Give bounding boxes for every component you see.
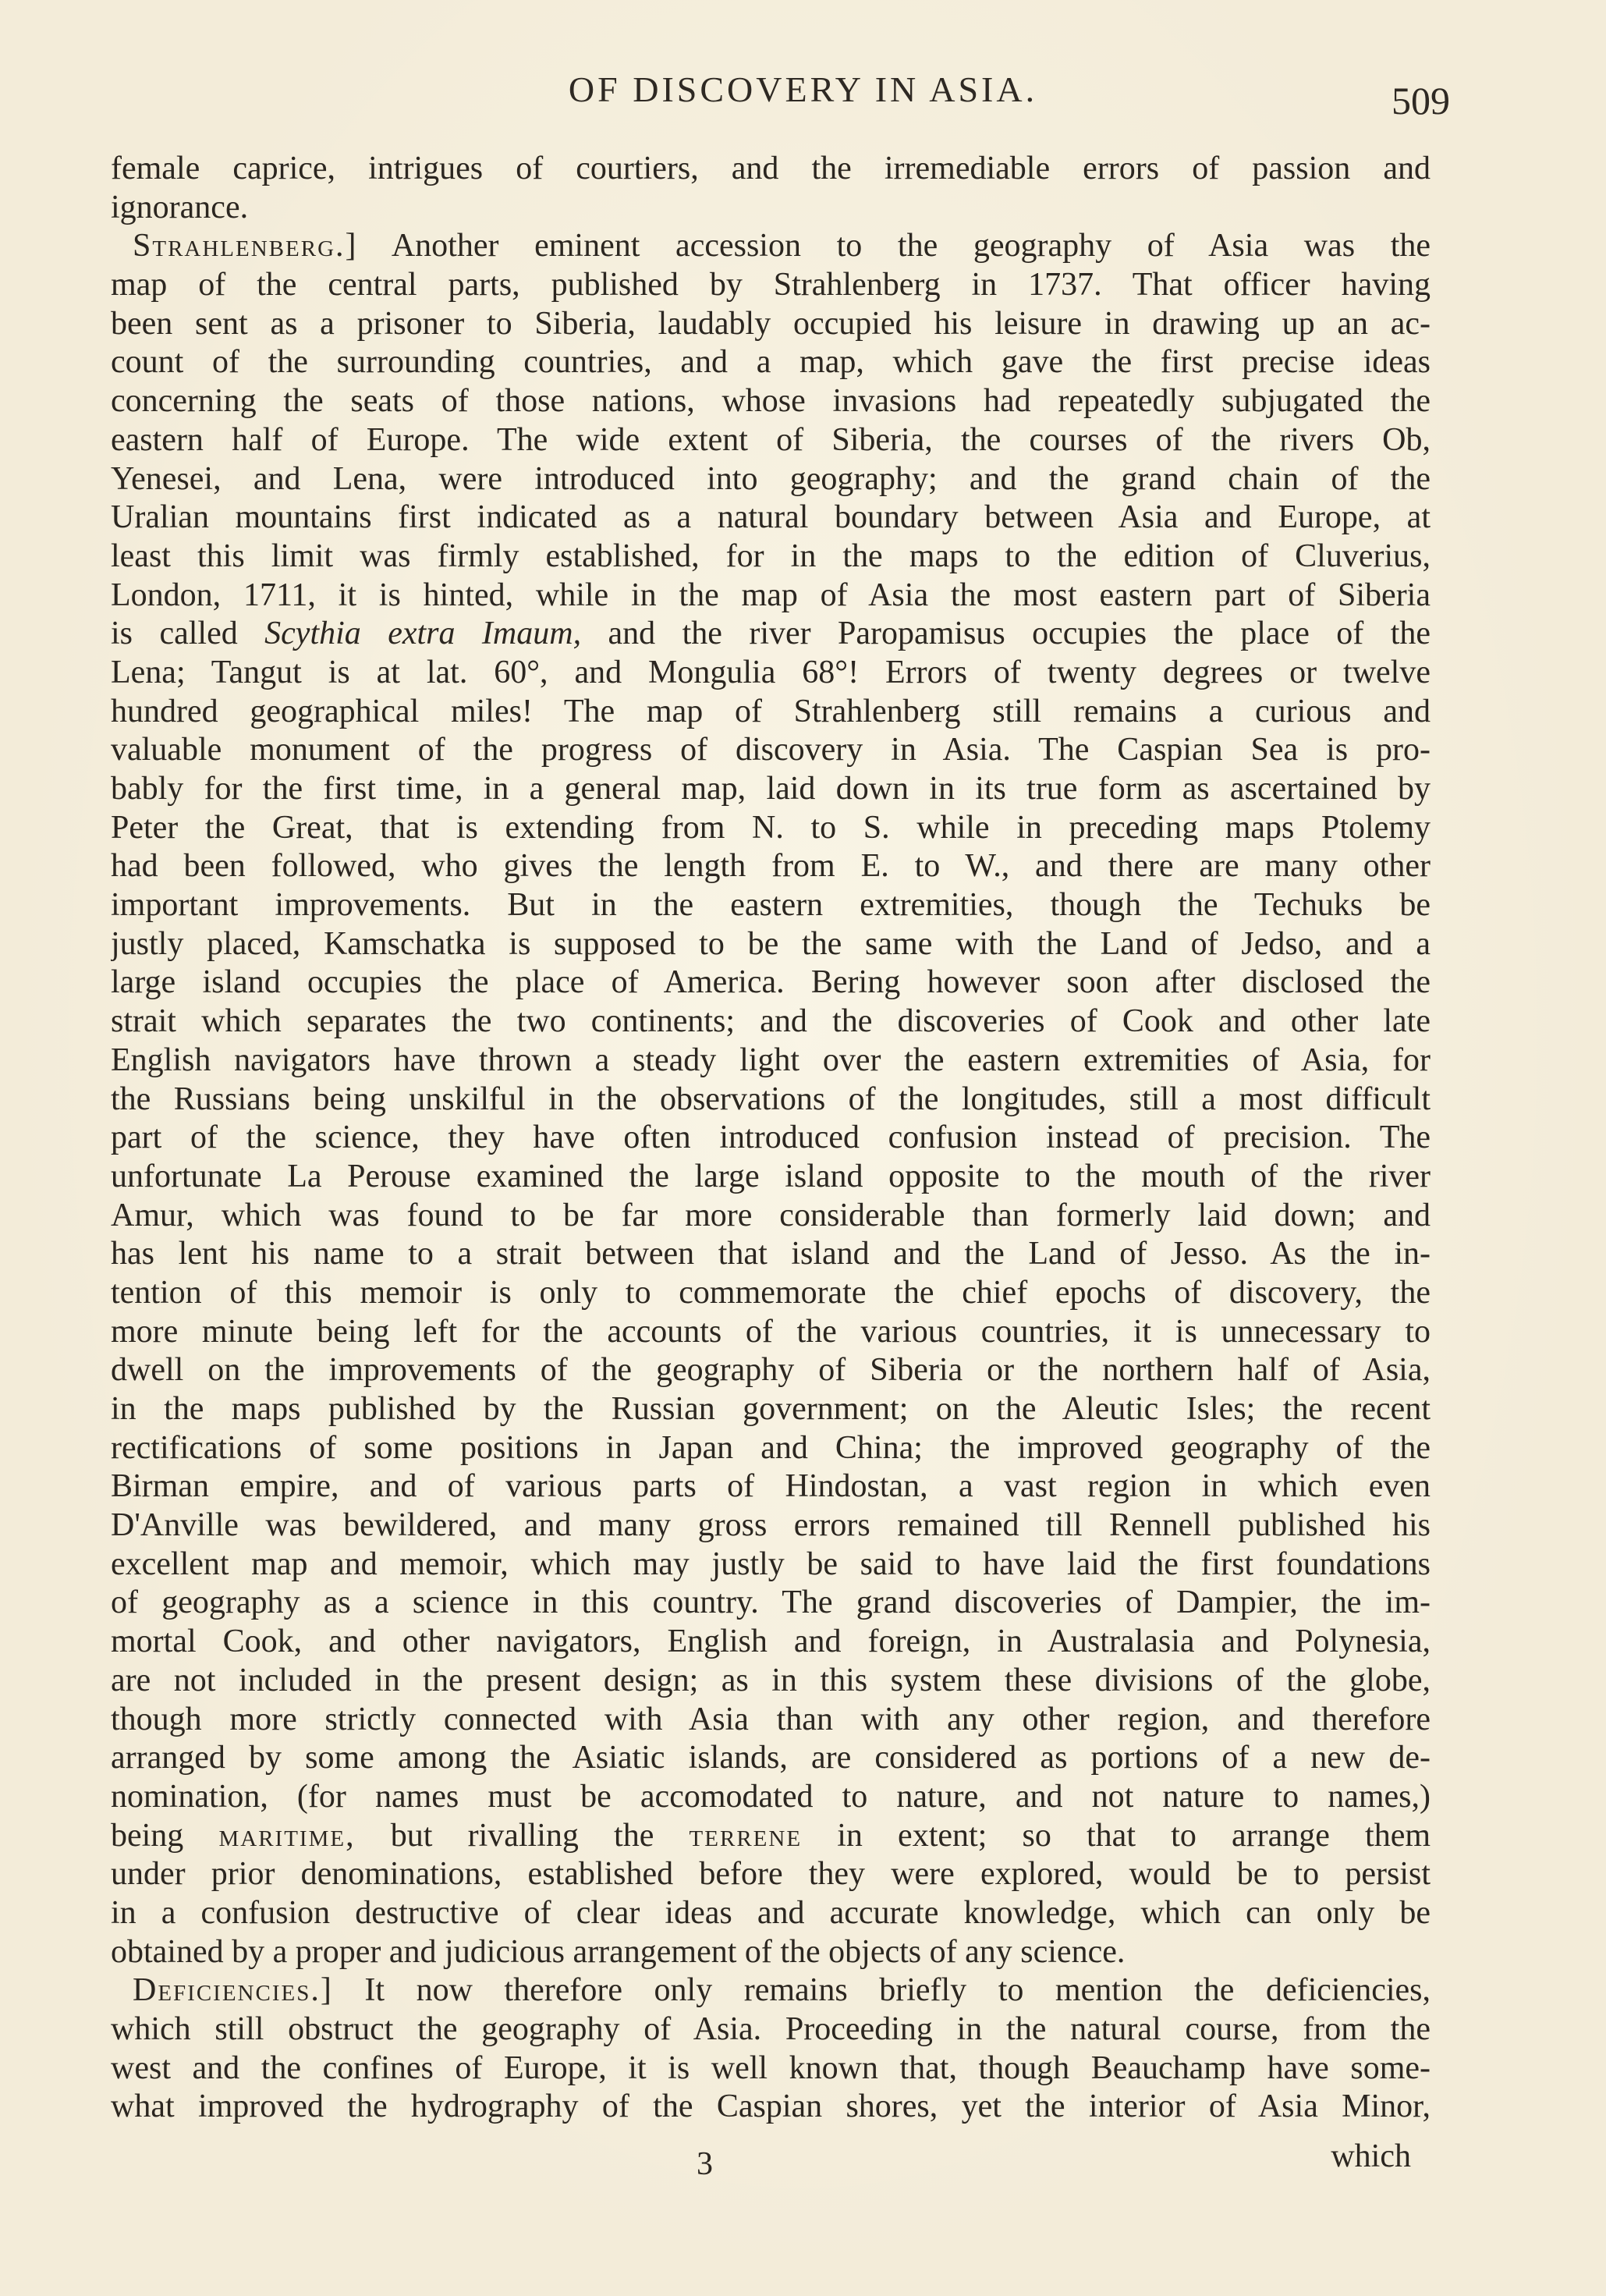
text-line: the Russians being unskilful in the observations of the longitudes, still a most difficult bbox=[111, 1081, 1431, 1117]
text-line: large island occupies the place of America. Bering however soon after disclosed the bbox=[111, 964, 1431, 1001]
text-span: is called bbox=[111, 616, 238, 652]
text-line: map of the central parts, published by Strahlenberg in 1737. That officer having bbox=[111, 267, 1431, 303]
text-line bbox=[111, 1971, 1431, 2010]
text-line: mortal Cook, and other navigators, English and foreign, in Australasia and Polynesia, bbox=[111, 1624, 1431, 1660]
text-line: had been followed, who gives the length from E. to W., and there are many other bbox=[111, 848, 1431, 885]
text-span: being bbox=[111, 1817, 184, 1854]
text-line: Peter the Great, that is extending from N. to S. while in preceding maps Ptolemy bbox=[111, 809, 1431, 846]
text-line: more minute being left for the accounts of the various countries, it is unnecessary to bbox=[111, 1313, 1431, 1350]
text-line: nomination, (for names must be accomodated to nature, and not nature to names,) bbox=[111, 1778, 1431, 1815]
text-line: arranged by some among the Asiatic islands, are considered as portions of a new de- bbox=[111, 1740, 1431, 1776]
text-line: valuable monument of the progress of discovery in Asia. The Caspian Sea is pro- bbox=[111, 732, 1431, 768]
text-line: concerning the seats of those nations, whose invasions had repeatedly subjugated the bbox=[111, 383, 1431, 420]
text-line bbox=[111, 615, 1431, 654]
text-line: ignorance. bbox=[111, 189, 249, 225]
text-line: has lent his name to a strait between that island and the Land of Jesso. As the in- bbox=[111, 1236, 1431, 1272]
signature-mark: 3 bbox=[697, 2146, 713, 2182]
text-line: unfortunate La Perouse examined the large island opposite to the mouth of the river bbox=[111, 1158, 1431, 1194]
text-span: and the river Paropamisus occupies the place of the bbox=[608, 616, 1431, 652]
text-line bbox=[111, 1817, 1431, 1856]
text-line: what improved the hydrography of the Caspian shores, yet the interior of Asia Minor, bbox=[111, 2088, 1431, 2125]
text-line: Yenesei, and Lena, were introduced into geography; and the grand chain of the bbox=[111, 460, 1431, 497]
text-line: in a confusion destructive of clear ideas and accurate knowledge, which can only be bbox=[111, 1894, 1431, 1931]
text-line: hundred geographical miles! The map of Strahlenberg still remains a curious and bbox=[111, 693, 1431, 729]
text-line: bably for the first time, in a general map, laid down in its true form as ascertained by bbox=[111, 771, 1431, 807]
text-line: rectifications of some positions in Japan and China; the improved geography of the bbox=[111, 1429, 1431, 1466]
small-caps-text: terrene bbox=[689, 1817, 803, 1854]
text-line: English navigators have thrown a steady light over the eastern extremities of Asia, for bbox=[111, 1042, 1431, 1078]
running-title: OF DISCOVERY IN ASIA. bbox=[568, 69, 1038, 109]
text-line: eastern half of Europe. The wide extent of Siberia, the courses of the rivers Ob, bbox=[111, 421, 1431, 458]
text-line: Uralian mountains first indicated as a natural boundary between Asia and Europe, at bbox=[111, 499, 1431, 536]
small-caps-text: maritime, bbox=[218, 1817, 356, 1854]
text-span: It now therefore only remains briefly to mention the deficiencies, bbox=[364, 1972, 1431, 2009]
text-line: important improvements. But in the eastern extremities, though the Techuks be bbox=[111, 887, 1431, 924]
text-line: justly placed, Kamschatka is supposed to be the same with the Land of Jedso, and a bbox=[111, 925, 1431, 962]
text-line: London, 1711, it is hinted, while in the map of Asia the most eastern part of Siberia bbox=[111, 577, 1431, 613]
text-line: in the maps published by the Russian government; on the Aleutic Isles; the recent bbox=[111, 1391, 1431, 1427]
text-line: been sent as a prisoner to Siberia, laudably occupied his leisure in drawing up an ac- bbox=[111, 305, 1431, 342]
text-line: dwell on the improvements of the geography of Siberia or the northern half of Asia, bbox=[111, 1352, 1431, 1389]
text-line: part of the science, they have often introduced confusion instead of precision. The bbox=[111, 1120, 1431, 1156]
text-line: though more strictly connected with Asia than with any other region, and therefore bbox=[111, 1701, 1431, 1737]
body-text bbox=[111, 150, 1431, 2127]
text-line: west and the confines of Europe, it is well known that, though Beauchamp have some- bbox=[111, 2049, 1431, 2086]
text-line: tention of this memoir is only to commemorate the chief epochs of discovery, the bbox=[111, 1274, 1431, 1311]
text-line: count of the surrounding countries, and a map, which gave the first precise ideas bbox=[111, 344, 1431, 381]
catchword: which bbox=[1331, 2138, 1411, 2174]
text-line: obtained by a proper and judicious arrangement of the objects of any science. bbox=[111, 1933, 1126, 1970]
text-span: but rivalling the bbox=[390, 1817, 654, 1854]
text-line: of geography as a science in this country. The grand discoveries of Dampier, the im- bbox=[111, 1584, 1431, 1621]
text-line: least this limit was firmly established, for in the maps to the edition of Cluverius, bbox=[111, 538, 1431, 574]
text-line: Amur, which was found to be far more considerable than formerly laid down; and bbox=[111, 1197, 1431, 1233]
text-line bbox=[111, 227, 1431, 266]
page-number: 509 bbox=[1392, 79, 1450, 122]
text-line: female caprice, intrigues of courtiers, and the irremediable errors of passion and bbox=[111, 151, 1431, 186]
text-span: in extent; so that to arrange them bbox=[837, 1817, 1431, 1854]
text-line: D'Anville was bewildered, and many gross errors remained till Rennell published his bbox=[111, 1507, 1431, 1544]
side-heading: Deficiencies.] bbox=[133, 1972, 333, 2009]
text-line: which still obstruct the geography of Asia. Proceeding in the natural course, from the bbox=[111, 2011, 1431, 2047]
side-heading: Strahlenberg.] bbox=[133, 228, 358, 264]
text-line: are not included in the present design; as in this system these divisions of the globe, bbox=[111, 1662, 1431, 1698]
text-span: Another eminent accession to the geography of Asia was the bbox=[391, 228, 1431, 264]
text-line: excellent map and memoir, which may justly be said to have laid the first foundations bbox=[111, 1545, 1431, 1582]
text-line: strait which separates the two continents; and the discoveries of Cook and other late bbox=[111, 1003, 1431, 1040]
text-line: Lena; Tangut is at lat. 60°, and Mongulia 68°! Errors of twenty degrees or twelve bbox=[111, 654, 1431, 690]
italic-text: Scythia extra Imaum, bbox=[264, 616, 582, 652]
text-line: Birman empire, and of various parts of Hindostan, a vast region in which even bbox=[111, 1468, 1431, 1505]
text-line: under prior denominations, established before they were explored, would be to persist bbox=[111, 1856, 1431, 1893]
